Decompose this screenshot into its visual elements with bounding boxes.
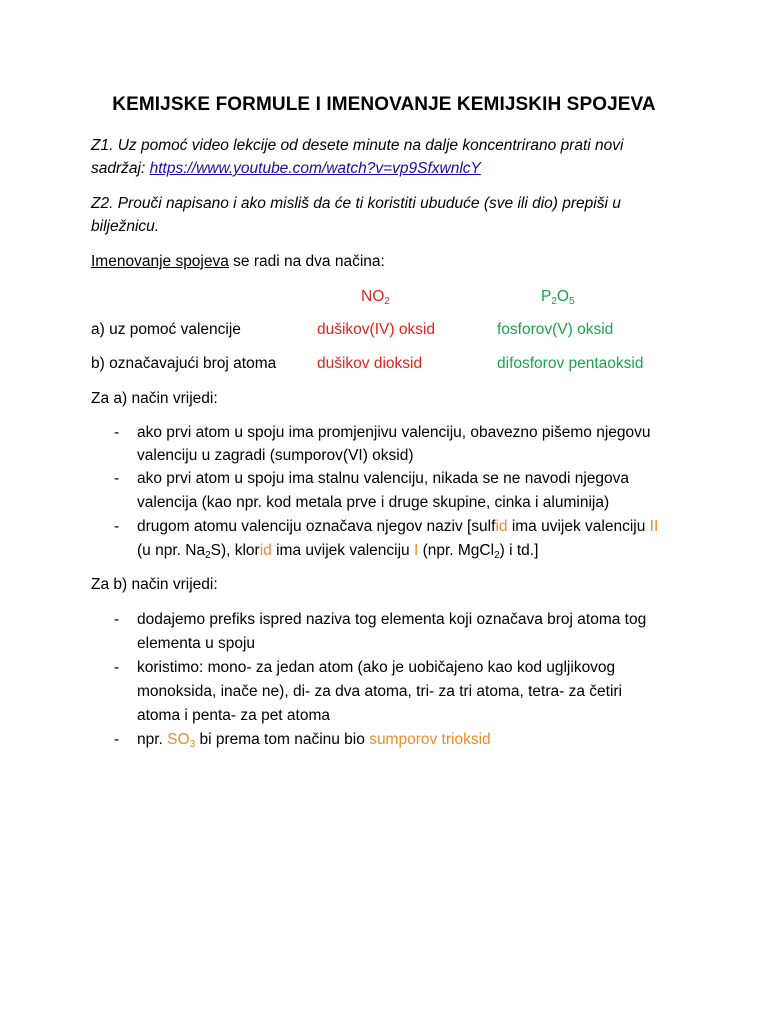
section-a-bullet1-line1: ako prvi atom u spoju ima promjenjivu valenciju, obavezno pišemo njegovu (137, 424, 651, 441)
page-title: KEMIJSKE FORMULE I IMENOVANJE KEMIJSKIH SPOJEVA (112, 94, 656, 115)
text-run: ima uvijek valenciju (271, 542, 414, 559)
naming-underlined: Imenovanje spojeva (91, 253, 229, 270)
row-a-no2-name: dušikov(IV) oksid (317, 321, 436, 338)
row-b-label: b) označavajući broj atoma (91, 355, 277, 372)
naming-intro (91, 252, 385, 272)
z1-line2 (91, 159, 481, 179)
row-a-label: a) uz pomoć valencije (91, 321, 241, 338)
section-b-bullet1-line2: elementa u spoju (137, 635, 256, 652)
bullet-dash: - (114, 731, 120, 748)
bullet-dash: - (114, 518, 120, 535)
row-a-p2o5-name: fosforov(V) oksid (497, 321, 614, 338)
section-b-bullet2-line3: atoma i penta- za pet atoma (137, 707, 331, 724)
text-run: S), klor (210, 542, 260, 559)
text-run: (u npr. Na (137, 542, 206, 559)
z2-line2: bilježnicu. (91, 218, 160, 235)
formula-no2-base: NO (361, 288, 385, 305)
section-a-bullet1-line2: valenciju u zagradi (sumporov(VI) oksid) (137, 447, 414, 464)
bullet-dash: - (114, 424, 120, 441)
text-run: npr. (137, 731, 168, 748)
suffix-id-highlight: id (495, 518, 508, 535)
bullet-dash: - (114, 611, 120, 628)
formula-so3-sub: 3 (189, 739, 196, 750)
section-a-bullet3-line2 (137, 541, 538, 561)
z2-line1: Z2. Prouči napisano i ako misliš da će ti koristiti ubuduće (sve ili dio) prepiši u (91, 195, 621, 212)
section-a-bullet2-line1: ako prvi atom u spoju ima stalnu valenciju, nikada se ne navodi njegova (137, 470, 629, 487)
text-run: drugom atomu valenciju označava njegov naziv [sulf (137, 518, 496, 535)
text-run: ima uvijek valenciju (507, 518, 650, 535)
valence-i-highlight: I (413, 542, 419, 559)
bullet-dash: - (114, 659, 120, 676)
z1-prefix: sadržaj: (91, 160, 150, 177)
formula-p-sub: 2 (551, 296, 557, 307)
section-a-heading: Za a) način vrijedi: (91, 390, 218, 407)
subscript: 2 (205, 550, 211, 561)
bullet-dash: - (114, 470, 120, 487)
section-b-bullet2-line1: koristimo: mono- za jedan atom (ako je uobičajeno kao kod ugljikovog (137, 659, 616, 676)
row-b-p2o5-name: difosforov pentaoksid (497, 355, 644, 372)
formula-no2 (361, 287, 390, 307)
naming-rest: se radi na dva načina: (228, 253, 385, 270)
text-run: ) i td.] (499, 542, 539, 559)
formula-p: P (541, 288, 552, 305)
compound-name-highlight: sumporov trioksid (369, 731, 491, 748)
z1-line1: Z1. Uz pomoć video lekcije od desete minute na dalje koncentrirano prati novi (91, 137, 624, 154)
valence-ii-highlight: II (649, 518, 659, 535)
text-run: bi prema tom načinu bio (195, 731, 370, 748)
formula-p2o5 (541, 287, 575, 307)
row-b-no2-name: dušikov dioksid (317, 355, 423, 372)
formula-so3: SO (167, 731, 190, 748)
suffix-id-highlight: id (259, 542, 272, 559)
section-a-bullet2-line2: valencija (kao npr. kod metala prve i druge skupine, cinka i aluminija) (137, 494, 610, 511)
section-a-bullet3-line1 (137, 517, 658, 537)
formula-no2-sub: 2 (384, 296, 390, 307)
section-b-bullet2-line2: monoksida, inače ne), di- za dva atoma, tri- za tri atoma, tetra- za četiri (137, 683, 622, 700)
formula-o-sub: 5 (568, 296, 575, 307)
video-link[interactable]: https://www.youtube.com/watch?v=vp9SfxwnlcY (149, 160, 481, 177)
section-b-bullet3 (137, 730, 491, 750)
text-run: (npr. MgCl (418, 542, 495, 559)
subscript: 2 (494, 550, 500, 561)
section-b-heading: Za b) način vrijedi: (91, 576, 218, 593)
formula-o: O (556, 288, 569, 305)
section-b-bullet1-line1: dodajemo prefiks ispred naziva tog elementa koji označava broj atoma tog (137, 611, 647, 628)
